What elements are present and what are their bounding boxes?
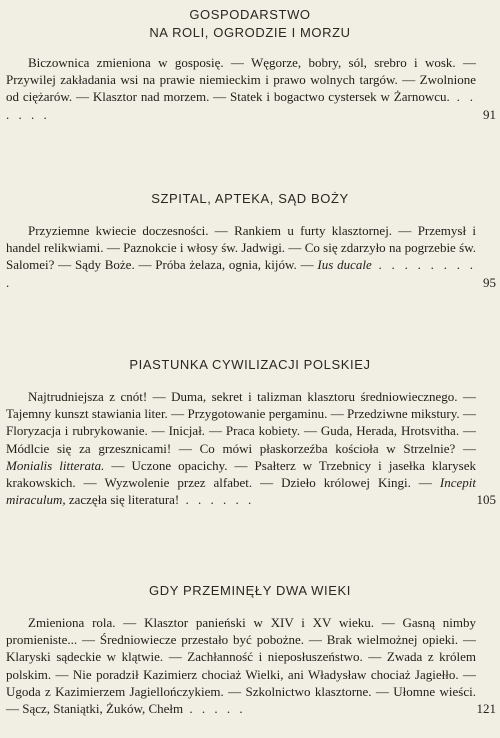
- description-text: — Uczone opacichy. — Psałterz w Trzebnicy i jasełka klarysek krakowskich. — Wyzwolenie przez alfabet. — Dzieło królowej Kingi. —: [6, 457, 476, 491]
- description-text: zaczęła się literatura!: [68, 492, 180, 508]
- section-title-line: SZPITAL, APTEKA, SĄD BOŻY: [151, 191, 349, 206]
- toc-section-szpital: [0, 190, 500, 291]
- description-text: Przyziemne kwiecie doczesności. — Rankiem u furty klasztornej. — Przemysł i handel relikwiami. — Paznokcie i włosy św. Jadwigi. — Co się zdarzyło na pogrzebie św. Salomei? — Sądy Boże. — Próba żelaza, ognia, kijów. —: [6, 223, 476, 273]
- description-text: Zmieniona rola. — Klasztor panieński w XIV i XV wieku. — Gasną nimby promieniste... — Średniowiecze przestało być pobożne. — Brak wielmożnej opieki. — Klaryski sądeckie w klątwie. — Zachłanność i nieposłuszeństwo. — Zwada z królem polskim. — Nie poradził Kazimierz chociaż Wielki, ani Władysław chociaż Jagiełło. — Ugoda z Kazimierzem Jagiellończykiem. — Szkolnictwo klasztorne. — Ułomne wieści. — Sącz, Staniątki, Żuków, Chełm: [6, 615, 476, 717]
- section-title: [0, 6, 500, 42]
- description-text: Biczownica zmieniona w gosposię. — Węgorze, bobry, sól, srebro i wosk. — Przywilej zakładania wsi na prawie niemieckim i prawo wolnych targów. — Zwolnione od ciężarów. — Klasztor nad morzem. — Statek i bogactwo cystersek w Żarnowcu.: [6, 55, 476, 105]
- page-number: 95: [483, 274, 496, 290]
- description-italic: Monialis litterata.: [6, 457, 105, 473]
- section-title-line: PIASTUNKA CYWILIZACJI POLSKIEJ: [129, 357, 371, 372]
- section-title: [0, 190, 500, 208]
- description-italic: Incepit miraculum,: [6, 475, 476, 508]
- description-italic: Ius ducale: [317, 257, 372, 273]
- dot-leader: . . . . . .: [179, 492, 255, 508]
- dot-leader: . . . . . .: [6, 89, 477, 122]
- page-number: 105: [476, 492, 496, 508]
- description-text: Najtrudniejsza z cnót! — Duma, sekret i talizman klasztoru średniowiecznego. — Tajemny kunszt stawiania liter. — Przygotowanie pergaminu. — Przedziwne mikstury. — Floryzacja i rubrykowanie. — Inicjał. — Praca kobiety. — Guda, Herada, Hrotsvitha. — Módlcie się za grzesznicami! — Co mówi płaskorzeźba kościoła w Strzelnie? —: [6, 389, 476, 456]
- page-number: 91: [483, 106, 496, 122]
- section-title-line: NA ROLI, OGRODZIE I MORZU: [149, 25, 351, 40]
- section-title-line: GOSPODARSTWO: [189, 7, 311, 22]
- section-title: [0, 356, 500, 374]
- dot-leader: . . . . .: [183, 701, 246, 717]
- section-description: [0, 54, 500, 123]
- section-title: [0, 582, 500, 600]
- section-title-line: GDY PRZEMINĘŁY DWA WIEKI: [149, 583, 351, 598]
- dot-leader: . . . . . . . . .: [6, 257, 477, 290]
- toc-section-gospodarstwo: [0, 6, 500, 123]
- toc-section-piastunka: [0, 356, 500, 508]
- section-description: [0, 614, 500, 717]
- section-description: [0, 222, 500, 291]
- section-description: [0, 388, 500, 508]
- page-number: 121: [476, 701, 496, 717]
- toc-section-gdy-przeminely: [0, 582, 500, 717]
